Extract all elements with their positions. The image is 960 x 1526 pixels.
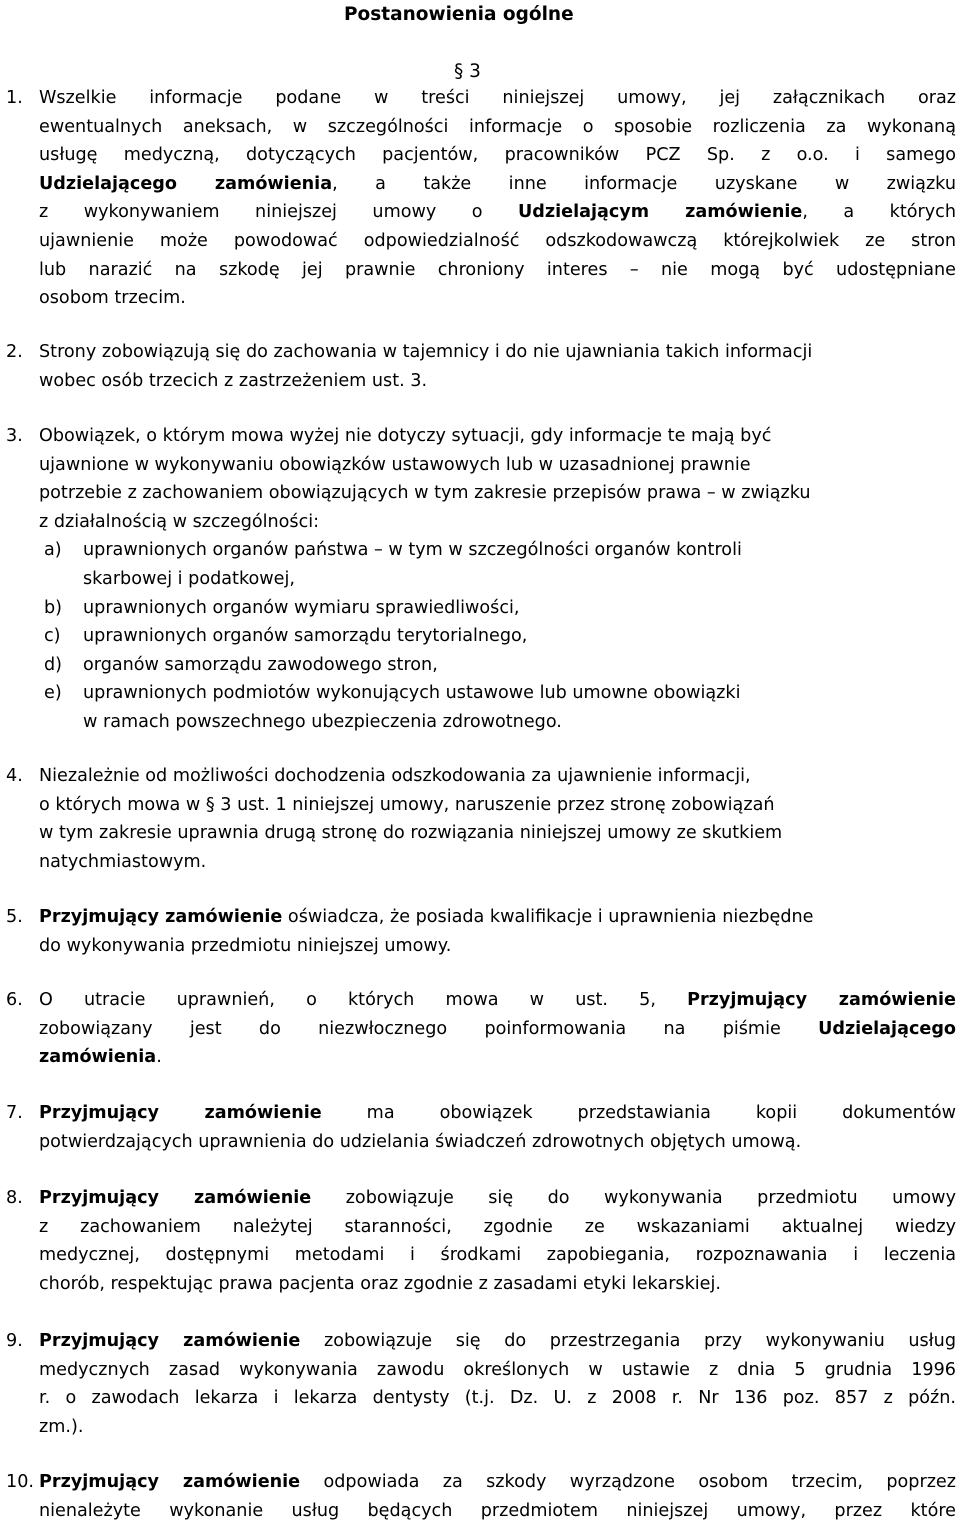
text-line: Przyjmujący zamówienie zobowiązuje się do wykonywania przedmiotu umowy: [39, 1188, 956, 1208]
paragraph-5: [6, 903, 956, 960]
paragraph-4: [6, 762, 956, 876]
text-line: potrzebie z zachowaniem obowiązujących w tym zakresie przepisów prawa – w związku: [39, 483, 811, 504]
text-line: nienależyte wykonanie usług będących przedmiotem niniejszej umowy, przez które: [39, 1500, 956, 1521]
paragraph-number: 5.: [6, 907, 23, 927]
paragraph-2: [6, 338, 956, 395]
party-name: Przyjmujący zamówienie: [39, 1103, 322, 1123]
text-line: ewentualnych aneksach, w szczególności informacje o sposobie rozliczenia za wykonaną: [39, 116, 956, 137]
text-line: do wykonywania przedmiotu niniejszej umowy.: [39, 935, 452, 956]
text-line: lub narazić na szkodę jej prawnie chroniony interes – nie mogą być udostępniane: [39, 259, 956, 280]
party-name: Przyjmujący zamówienie: [39, 1331, 301, 1351]
list-item: [44, 622, 956, 651]
text-line: w ramach powszechnego ubezpieczenia zdrowotnego.: [83, 711, 562, 732]
text-line: natychmiastowym.: [39, 851, 207, 872]
paragraph-number: 4.: [6, 766, 23, 786]
party-name: Udzielającego zamówienia: [39, 173, 333, 194]
text-line: potwierdzających uprawnienia do udzielania świadczeń zdrowotnych objętych umową.: [39, 1131, 802, 1152]
text-line: Przyjmujący zamówienie odpowiada za szkody wyrządzone osobom trzecim, poprzez: [39, 1472, 956, 1492]
text-line: Przyjmujący zamówienie zobowiązuje się do przestrzegania przy wykonywaniu usług: [39, 1331, 956, 1351]
text-line: uprawnionych organów samorządu terytorialnego,: [83, 626, 528, 647]
text-line: Udzielającego zamówienia, a także inne informacje uzyskane w związku: [39, 173, 956, 194]
text-line: chorób, respektując prawa pacjenta oraz zgodnie z zasadami etyki lekarskiej.: [39, 1273, 721, 1294]
paragraph-6: [6, 986, 956, 1072]
paragraph-8: [6, 1184, 956, 1298]
text-line: Obowiązek, o którym mowa wyżej nie dotyczy sytuacji, gdy informacje te mają być: [39, 426, 772, 446]
text-line: Wszelkie informacje podane w treści niniejszej umowy, jej załącznikach oraz: [39, 88, 956, 108]
paragraph-number: 8.: [6, 1188, 23, 1208]
text-line: skarbowej i podatkowej,: [83, 568, 295, 589]
party-name: Udzielającym zamówienie: [517, 202, 803, 223]
party-name: Przyjmujący zamówienie: [39, 1188, 312, 1208]
party-name: zamówienia: [39, 1047, 157, 1068]
paragraph-10: [6, 1468, 956, 1525]
text-line: zamówienia.: [39, 1047, 162, 1068]
paragraph-number: 10.: [6, 1472, 34, 1492]
text-line: o których mowa w § 3 ust. 1 niniejszej umowy, naruszenie przez stronę zobowiązań: [39, 794, 775, 815]
list-letter: d): [44, 654, 63, 675]
text-line: wobec osób trzecich z zastrzeżeniem ust. 3.: [39, 370, 428, 391]
text-line: uprawnionych organów wymiaru sprawiedliwości,: [83, 597, 520, 618]
party-name: Przyjmujący zamówienie: [687, 990, 956, 1010]
paragraph-number: 1.: [6, 88, 23, 108]
text-line: medycznej, dostępnymi metodami i środkami zapobiegania, rozpoznawania i leczenia: [39, 1245, 956, 1266]
list-letter: e): [44, 683, 62, 704]
party-name: Przyjmujący zamówienie: [39, 1472, 301, 1492]
list-item: [44, 594, 956, 623]
text-line: zm.).: [39, 1416, 84, 1437]
text-line: ujawnione w wykonywaniu obowiązków ustawowych lub w uzasadnionej prawnie: [39, 454, 751, 475]
paragraph-number: 7.: [6, 1103, 23, 1123]
paragraph-9: [6, 1327, 956, 1441]
section-number: § 3: [454, 61, 481, 82]
list-letter: b): [44, 597, 63, 618]
text-line: ujawnienie może powodować odpowiedzialność odszkodowawczą którejkolwiek ze stron: [39, 230, 956, 251]
text-line: w tym zakresie uprawnia drugą stronę do rozwiązania niniejszej umowy ze skutkiem: [39, 823, 783, 844]
text-line: z zachowaniem należytej staranności, zgodnie ze wskazaniami aktualnej wiedzy: [39, 1216, 956, 1237]
text-line: Niezależnie od możliwości dochodzenia odszkodowania za ujawnienie informacji,: [39, 766, 751, 786]
list-letter: c): [44, 626, 61, 647]
text-line: medycznych zasad wykonywania zawodu określonych w ustawie z dnia 5 grudnia 1996: [39, 1359, 956, 1380]
paragraph-number: 3.: [6, 426, 23, 446]
list-item: [44, 536, 956, 593]
text-line: r. o zawodach lekarza i lekarza dentysty (t.j. Dz. U. z 2008 r. Nr 136 poz. 857 z późn.: [39, 1388, 956, 1409]
paragraph-1: [6, 84, 956, 313]
text-line: Przyjmujący zamówienie oświadcza, że posiada kwalifikacje i uprawnienia niezbędne: [39, 907, 814, 927]
text-line: uprawnionych podmiotów wykonujących ustawowe lub umowne obowiązki: [83, 683, 741, 704]
paragraph-number: 9.: [6, 1331, 23, 1351]
text-line: organów samorządu zawodowego stron,: [83, 654, 438, 675]
paragraph-number: 6.: [6, 990, 23, 1010]
document-title: Postanowienia ogólne: [344, 4, 574, 25]
text-line: Strony zobowiązują się do zachowania w tajemnicy i do nie ujawniania takich informacji: [39, 342, 813, 362]
paragraph-3: [6, 422, 956, 737]
party-name: Udzielającego: [818, 1018, 956, 1039]
text-line: z wykonywaniem niniejszej umowy o Udzielającym zamówienie, a których: [39, 202, 956, 223]
party-name: Przyjmujący zamówienie: [39, 907, 283, 927]
text-line: zobowiązany jest do niezwłocznego poinformowania na piśmie Udzielającego: [39, 1018, 956, 1039]
text-line: uprawnionych organów państwa – w tym w szczególności organów kontroli: [83, 540, 742, 561]
text-line: osobom trzecim.: [39, 288, 186, 309]
text-line: usługę medyczną, dotyczących pacjentów, pracowników PCZ Sp. z o.o. i samego: [39, 145, 956, 166]
text-line: z działalnością w szczególności:: [39, 511, 320, 532]
text-line: Przyjmujący zamówienie ma obowiązek przedstawiania kopii dokumentów: [39, 1103, 956, 1123]
text-line: O utracie uprawnień, o których mowa w ust. 5, Przyjmujący zamówienie: [39, 990, 956, 1010]
list-item: [44, 679, 956, 736]
paragraph-number: 2.: [6, 342, 23, 362]
list-item: [44, 651, 956, 680]
paragraph-7: [6, 1099, 956, 1156]
list-letter: a): [44, 540, 62, 561]
